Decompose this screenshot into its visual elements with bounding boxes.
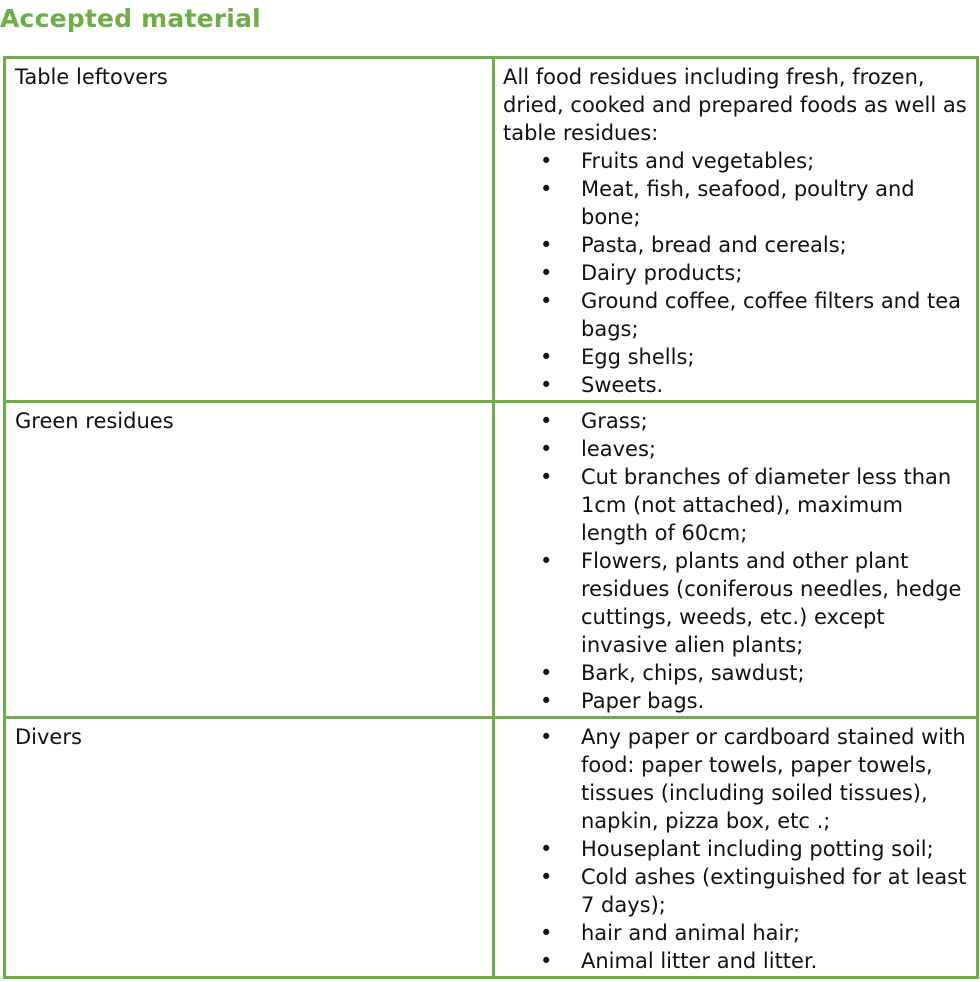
item-list bbox=[503, 147, 972, 399]
list-item: • Fruits and vegetables; bbox=[503, 147, 972, 175]
list-item: • Paper bags. bbox=[503, 687, 972, 715]
item-list bbox=[503, 723, 972, 975]
category-label: Green residues bbox=[15, 409, 174, 433]
description-cell bbox=[494, 718, 978, 978]
item-list bbox=[503, 407, 972, 715]
category-cell bbox=[5, 718, 494, 978]
list-item: • Cold ashes (extinguished for at least 7 days); bbox=[503, 863, 972, 919]
list-item: • Cut branches of diameter less than 1cm (not attached), maximum length of 60cm; bbox=[503, 463, 972, 547]
list-item: • Flowers, plants and other plant residues (coniferous needles, hedge cuttings, weeds, etc.) except invasive alien plants; bbox=[503, 547, 972, 659]
page-title: Accepted material bbox=[0, 4, 261, 33]
category-label: Divers bbox=[15, 725, 82, 749]
category-cell bbox=[5, 58, 494, 402]
accepted-material-table bbox=[3, 56, 979, 979]
list-item: • Dairy products; bbox=[503, 259, 972, 287]
list-item: • Bark, chips, sawdust; bbox=[503, 659, 972, 687]
table-row bbox=[5, 402, 978, 718]
table-row bbox=[5, 58, 978, 402]
list-item: • Any paper or cardboard stained with food: paper towels, paper towels, tissues (including soiled tissues), napkin, pizza box, etc .; bbox=[503, 723, 972, 835]
list-item: • Egg shells; bbox=[503, 343, 972, 371]
description-intro: All food residues including fresh, frozen, dried, cooked and prepared foods as well as table residues: bbox=[503, 65, 967, 145]
description-cell bbox=[494, 58, 978, 402]
list-item: • hair and animal hair; bbox=[503, 919, 972, 947]
list-item: • Sweets. bbox=[503, 371, 972, 399]
list-item: • Meat, fish, seafood, poultry and bone; bbox=[503, 175, 972, 231]
description-cell bbox=[494, 402, 978, 718]
list-item: • Ground coffee, coffee filters and tea bags; bbox=[503, 287, 972, 343]
table-row bbox=[5, 718, 978, 978]
category-cell bbox=[5, 402, 494, 718]
list-item: • Grass; bbox=[503, 407, 972, 435]
category-label: Table leftovers bbox=[15, 65, 168, 89]
list-item: • Pasta, bread and cereals; bbox=[503, 231, 972, 259]
list-item: • Animal litter and litter. bbox=[503, 947, 972, 975]
list-item: • leaves; bbox=[503, 435, 972, 463]
list-item: • Houseplant including potting soil; bbox=[503, 835, 972, 863]
